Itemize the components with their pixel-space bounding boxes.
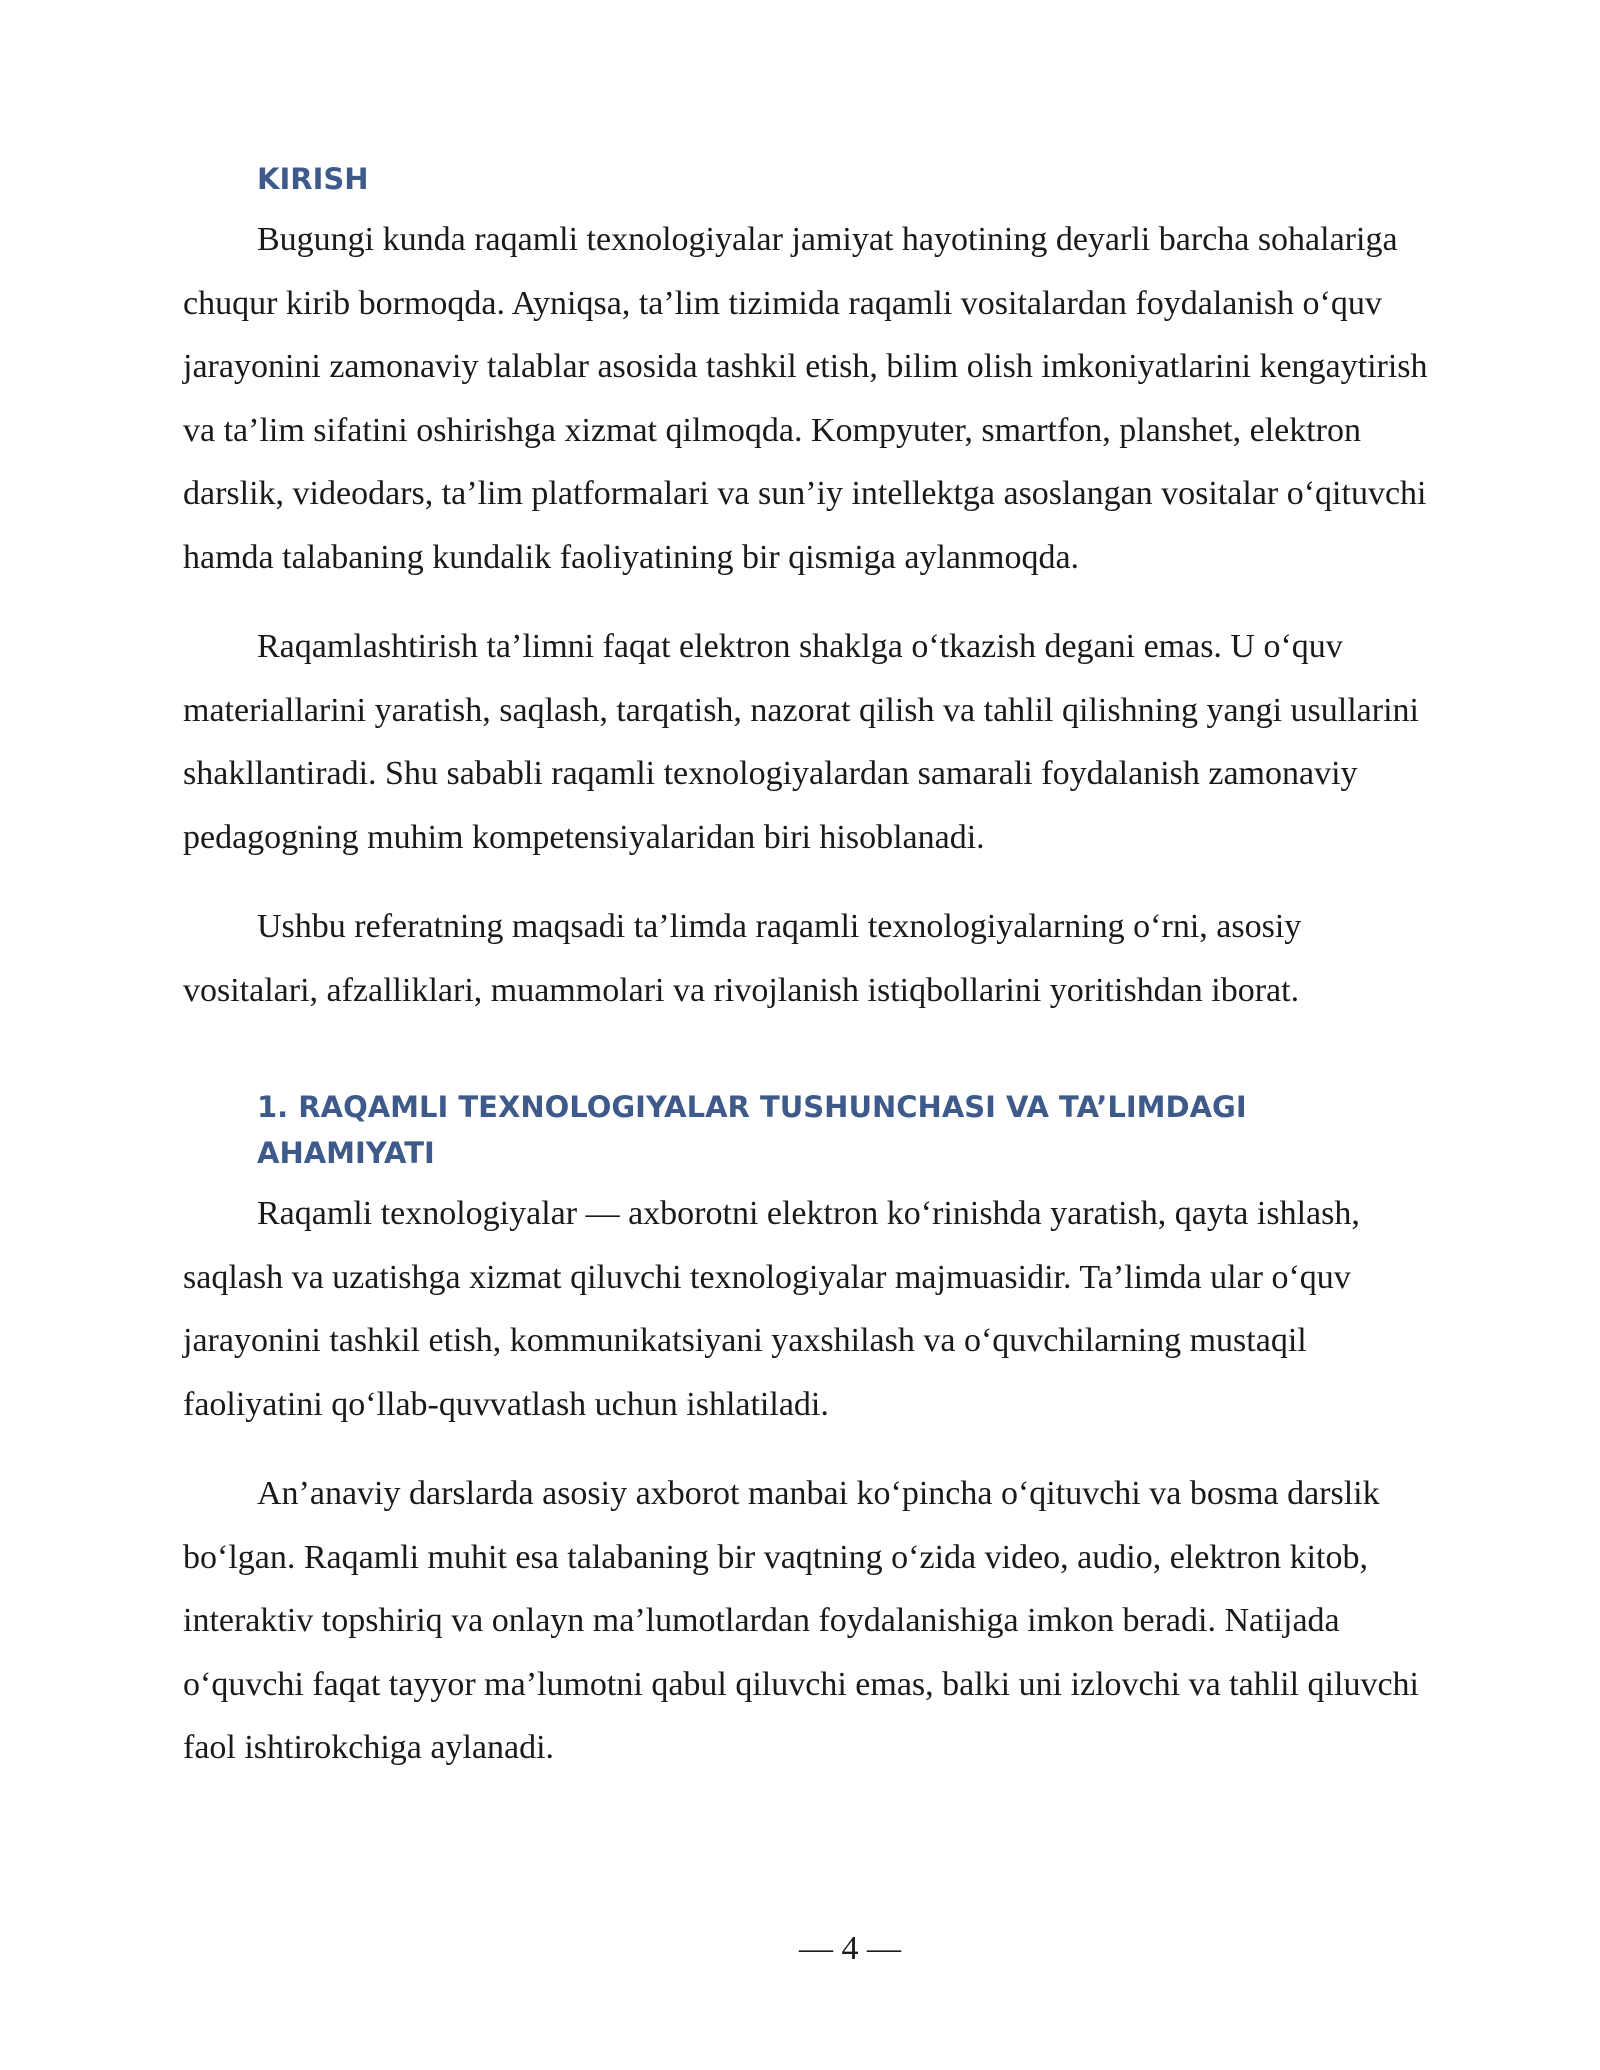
paragraph: Raqamli texnologiyalar — axborotni elektron ko‘rinishda yaratish, qayta ishlash, saqlash va uzatishga xizmat qiluvchi texnologiyalar majmuasidir. Ta’limda ular o‘quv jarayonini tashkil etish, kommunikatsiyani yaxshilash va o‘quvchilarning mustaqil faoliyatini qo‘llab-quvvatlash uchun ishlatiladi.	[183, 1195, 1360, 1423]
document-body	[183, 156, 1428, 1780]
section-gap	[183, 1022, 1428, 1084]
paragraph: Bugungi kunda raqamli texnologiyalar jamiyat hayotining deyarli barcha sohalariga chuqur kirib bormoqda. Ayniqsa, ta’lim tizimida raqamli vositalardan foydalanish o‘quv jarayonini zamonaviy talablar asosida tashkil etish, bilim olish imkoniyatlarini kengaytirish va ta’lim sifatini oshirishga xizmat qilmoqda. Kompyuter, smartfon, planshet, elektron darslik, videodars, ta’lim platformalari va sun’iy intellektga asoslangan vositalar o‘qituvchi hamda talabaning kundalik faoliyatining bir qismiga aylanmoqda.	[183, 221, 1428, 576]
paragraph-gap	[183, 1436, 1428, 1462]
paragraph: Ushbu referatning maqsadi ta’limda raqamli texnologiyalarning o‘rni, asosiy vositalari, afzalliklari, muammolari va rivojlanish istiqbollarini yoritishdan iborat.	[183, 908, 1302, 1009]
section-heading-kirish: KIRISH	[257, 162, 369, 196]
section-heading-1: 1. RAQAMLI TEXNOLOGIYALAR TUSHUNCHASI VA TA’LIMDAGI AHAMIYATI	[257, 1090, 1247, 1170]
page-number: — 4 —	[799, 1930, 901, 1967]
paragraph-gap	[183, 869, 1428, 895]
paragraph-gap	[183, 589, 1428, 615]
paragraph: Raqamlashtirish ta’limni faqat elektron shaklga o‘tkazish degani emas. U o‘quv materiallarini yaratish, saqlash, tarqatish, nazorat qilish va tahlil qilishning yangi usullarini shakllantiradi. Shu sababli raqamli texnologiyalardan samarali foydalanish zamonaviy pedagogning muhim kompetensiyalaridan biri hisoblanadi.	[183, 628, 1419, 856]
paragraph: An’anaviy darslarda asosiy axborot manbai ko‘pincha o‘qituvchi va bosma darslik bo‘lgan. Raqamli muhit esa talabaning bir vaqtning o‘zida video, audio, elektron kitob, interaktiv topshiriq va onlayn ma’lumotlardan foydalanishiga imkon beradi. Natijada o‘quvchi faqat tayyor ma’lumotni qabul qiluvchi emas, balki uni izlovchi va tahlil qiluvchi faol ishtirokchiga aylanadi.	[183, 1475, 1419, 1766]
